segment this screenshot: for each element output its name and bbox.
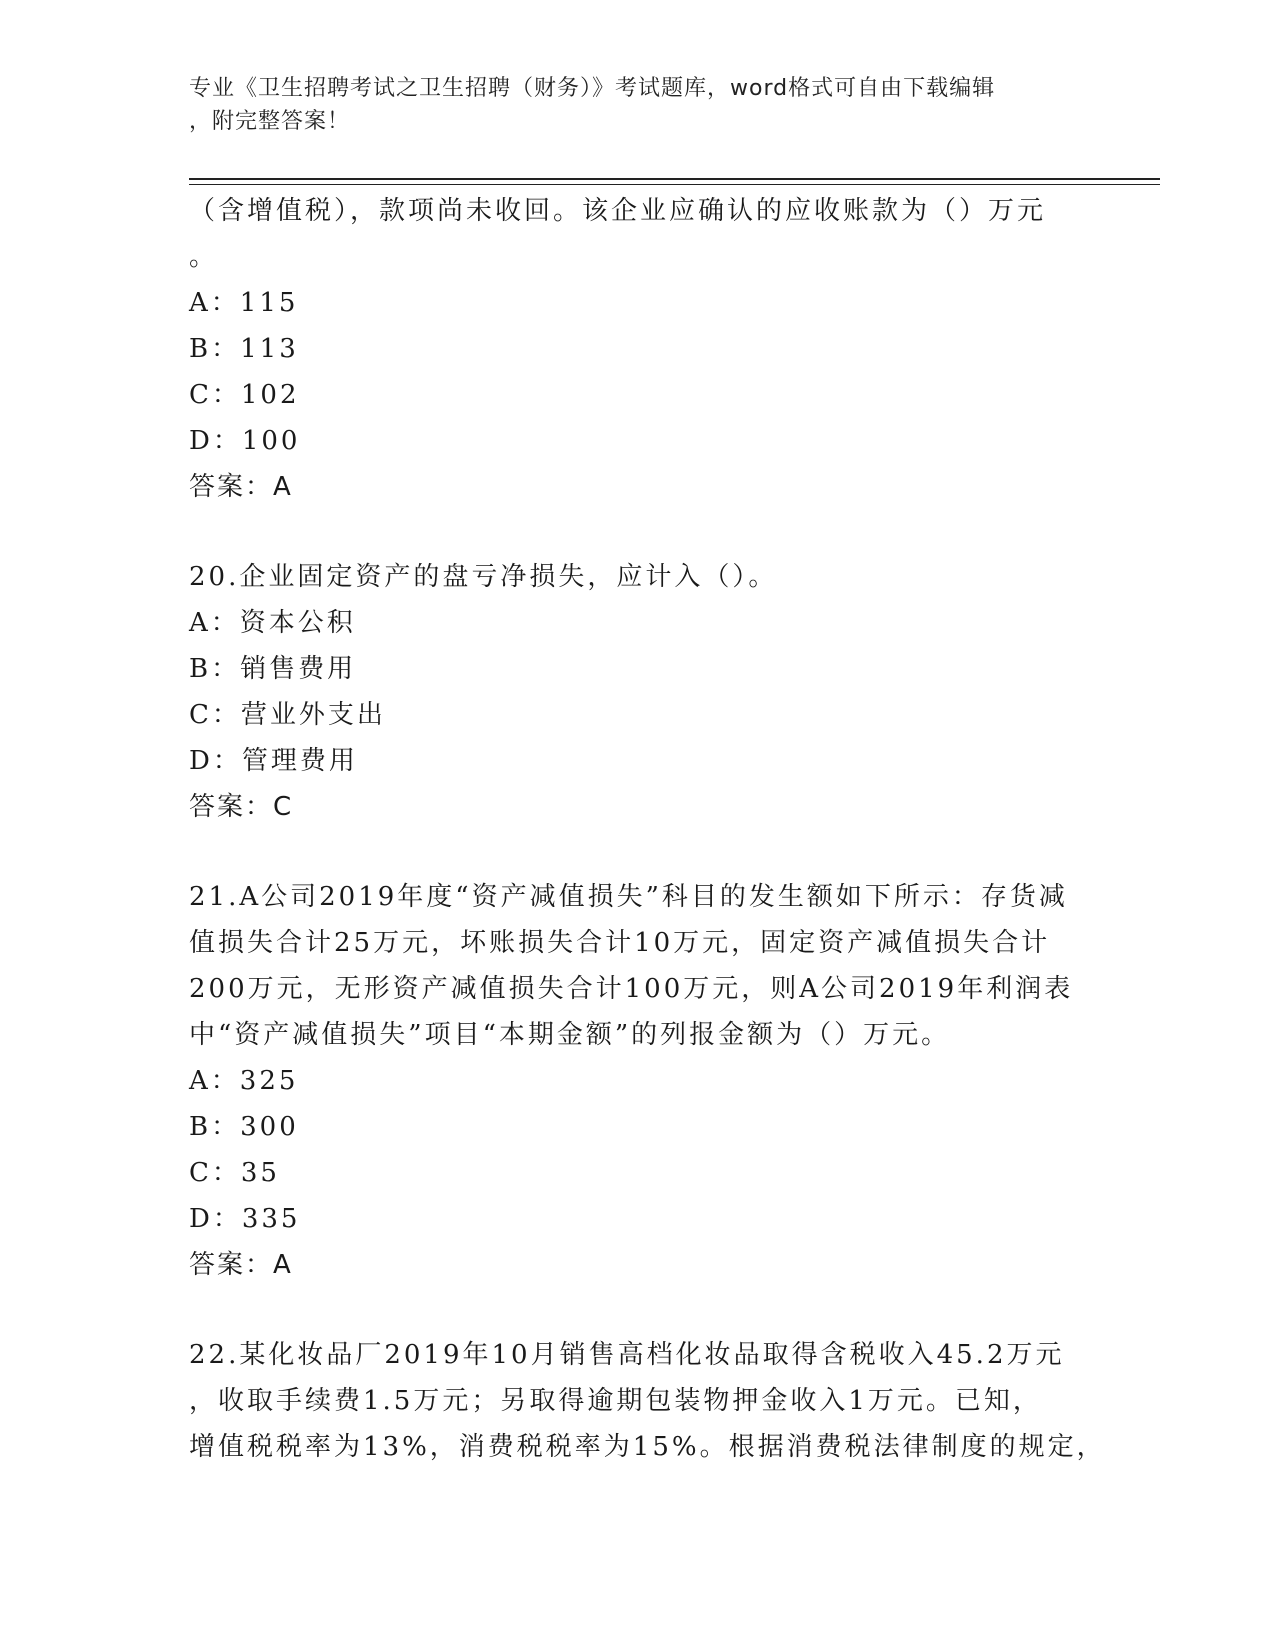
question-22 [189,1332,1106,1470]
spacer [189,1288,1089,1332]
question-text-line: 中“资产减值损失”项目“本期金额”的列报金额为（）万元。 [189,1020,951,1050]
option-b: B：300 [189,1112,299,1142]
answer-line: 答案：A [189,472,293,502]
option-b: B：113 [189,334,299,364]
question-20 [189,554,1089,830]
question-text-line: 增值税税率为13%，消费税税率为15%。根据消费税法律制度的规定， [189,1432,1106,1462]
header-divider-thin [189,184,1160,185]
option-d: D：管理费用 [189,746,358,776]
option-b: B：销售费用 [189,654,357,684]
option-a: A：325 [189,1066,299,1096]
spacer [189,830,1089,874]
question-text-line: ，收取手续费1.5万元；另取得逾期包装物押金收入1万元。已知， [189,1386,1042,1416]
question-text-line: 20.企业固定资产的盘亏净损失，应计入（）。 [189,562,778,592]
header-divider-thick [189,178,1160,180]
option-c: C：102 [189,380,300,410]
header-line-2: ，附完整答案！ [189,109,351,134]
question-text-line: 21.A公司2019年度“资产减值损失”科目的发生额如下所示：存货减 [189,882,1068,912]
question-text-line: 。 [189,242,219,272]
option-a: A：115 [189,288,299,318]
question-21 [189,874,1089,1288]
question-text-line: 22.某化妆品厂2019年10月销售高档化妆品取得含税收入45.2万元 [189,1340,1065,1370]
option-c: C：营业外支出 [189,700,386,730]
question-text-line: 值损失合计25万元，坏账损失合计10万元，固定资产减值损失合计 [189,928,1051,958]
option-a: A：资本公积 [189,608,356,638]
option-d: D：335 [189,1204,301,1234]
answer-line: 答案：A [189,1250,293,1280]
spacer [189,510,1089,554]
question-list [189,188,1106,1470]
document-header [189,72,1089,138]
answer-line: 答案：C [189,792,294,822]
question-text-line: 200万元，无形资产减值损失合计100万元，则A公司2019年利润表 [189,974,1074,1004]
option-c: C：35 [189,1158,280,1188]
question-text-line: （含增值税），款项尚未收回。该企业应确认的应收账款为（）万元 [189,196,1047,226]
header-line-1: 专业《卫生招聘考试之卫生招聘（财务）》考试题库，word格式可自由下载编辑 [189,76,996,101]
option-d: D：100 [189,426,301,456]
question-19 [189,188,1089,510]
